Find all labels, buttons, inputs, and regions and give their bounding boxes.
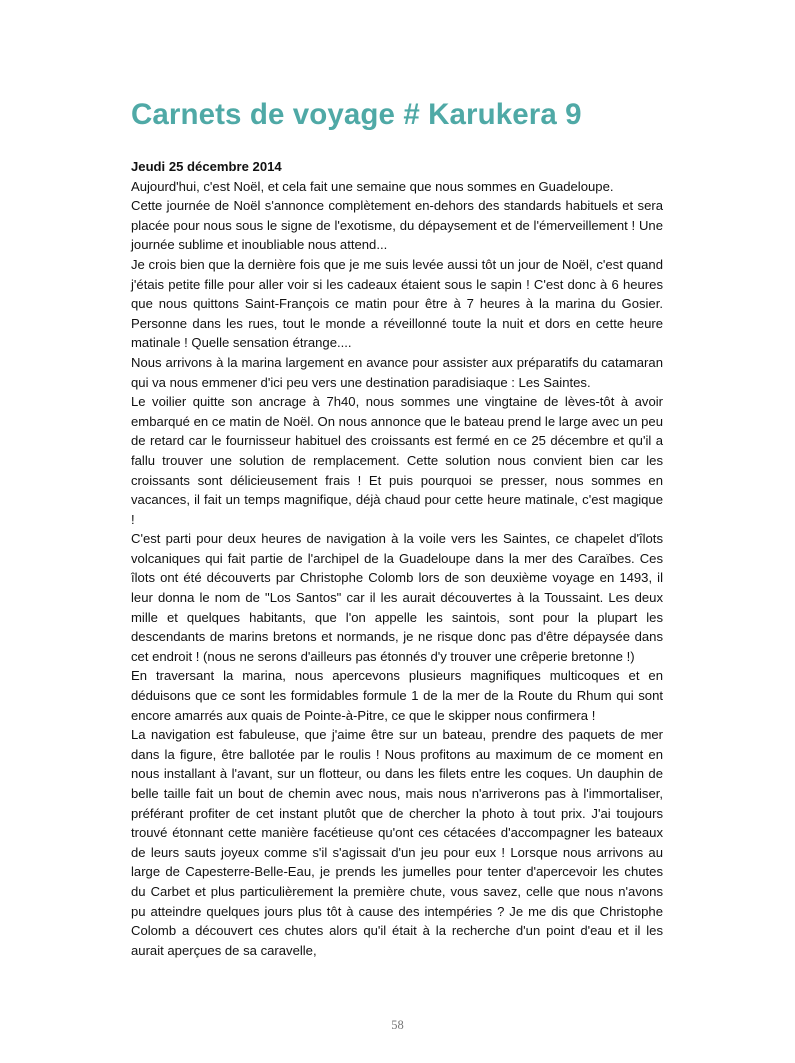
paragraph: Cette journée de Noël s'annonce complètement en-dehors des standards habituels et sera placée pour nous sous le signe de l'exotisme, du dépaysement et de l'émerveillement ! Une journée sublime et inoubliable nous attend... [131,198,663,253]
date-heading: Jeudi 25 décembre 2014 [131,159,282,174]
paragraph: Je crois bien que la dernière fois que je me suis levée aussi tôt un jour de Noël, c'est quand j'étais petite fille pour aller voir si les cadeaux étaient sous le sapin ! C'est donc à 6 heures que nous quittons Saint-François ce matin pour être à 7 heures à la marina du Gosier. Personne dans les rues, tout le monde a réveillonné toute la nuit et dors en cette heure matinale ! Quelle sensation étrange.... [131,256,663,351]
paragraph: La navigation est fabuleuse, que j'aime être sur un bateau, prendre des paquets de mer dans la figure, être ballotée par le roulis ! Nous profitons au maximum de ce moment en nous installant à l'avant, sur un flotteur, ou dans les filets entre les coques. Un dauphin de belle taille fait un bout de chemin avec nous, mais nous n'arriverons pas à l'immortaliser, préférant profiter de cet instant plutôt que de chercher la photo à tout prix. J'ai toujours trouvé étonnant cette manière facétieuse qu'ont ces cétacées d'accompagner les bateaux de leurs sauts joyeux comme s'il s'agissait d'un jeu pour eux ! Lorsque nous arrivons au large de Capesterre-Belle-Eau, je prends les jumelles pour tenter d'apercevoir les chutes du Carbet et plus particulièrement la première chute, vous savez, celle que nous n'avons pu atteindre quelques jours plus tôt à cause des intempéries ? Je me dis que Christophe Colomb a découvert ces chutes alors qu'il était à la recherche d'un point d'eau et il les aurait aperçues de sa caravelle, [131,727,663,958]
body-text [131,157,663,960]
paragraph: En traversant la marina, nous apercevons plusieurs magnifiques multicoques et en déduisons que ce sont les formidables formule 1 de la mer de la Route du Rhum qui sont encore amarrés aux quais de Pointe-à-Pitre, ce que le skipper nous confirmera ! [131,668,663,723]
paragraph: Aujourd'hui, c'est Noël, et cela fait une semaine que nous sommes en Guadeloupe. [131,178,614,194]
paragraph: Le voilier quitte son ancrage à 7h40, nous sommes une vingtaine de lèves-tôt à avoir embarqué en ce matin de Noël. On nous annonce que le bateau prend le large avec un peu de retard car le fournisseur habituel des croissants est fermé en ce 25 décembre et qu'il a fallu trouver une solution de remplacement. Cette solution nous convient bien car les croissants sont délicieusement frais ! Et puis pourquoi se presser, nous sommes en vacances, il fait un temps magnifique, déjà chaud pour cette heure matinale, c'est magique ! [131,394,663,527]
paragraph: Nous arrivons à la marina largement en avance pour assister aux préparatifs du catamaran qui va nous emmener d'ici peu vers une destination paradisiaque : Les Saintes. [131,354,663,390]
paragraph: C'est parti pour deux heures de navigation à la voile vers les Saintes, ce chapelet d'îlots volcaniques qui fait partie de l'archipel de la Guadeloupe dans la mer des Caraïbes. Ces îlots ont été découverts par Christophe Colomb lors de son deuxième voyage en 1493, il leur donna le nom de "Los Santos" car il les aurait découvertes à la Toussaint. Les deux mille et quelques habitants, que l'on appelle les saintois, sont pour la plupart les descendants de marins bretons et normands, je ne risque donc pas d'être dépaysée dans cet endroit ! (nous ne serons d'ailleurs pas étonnés d'y trouver une crêperie bretonne !) [131,531,663,664]
page-title: Carnets de voyage # Karukera 9 [131,98,582,131]
page-number: 58 [391,1018,404,1032]
